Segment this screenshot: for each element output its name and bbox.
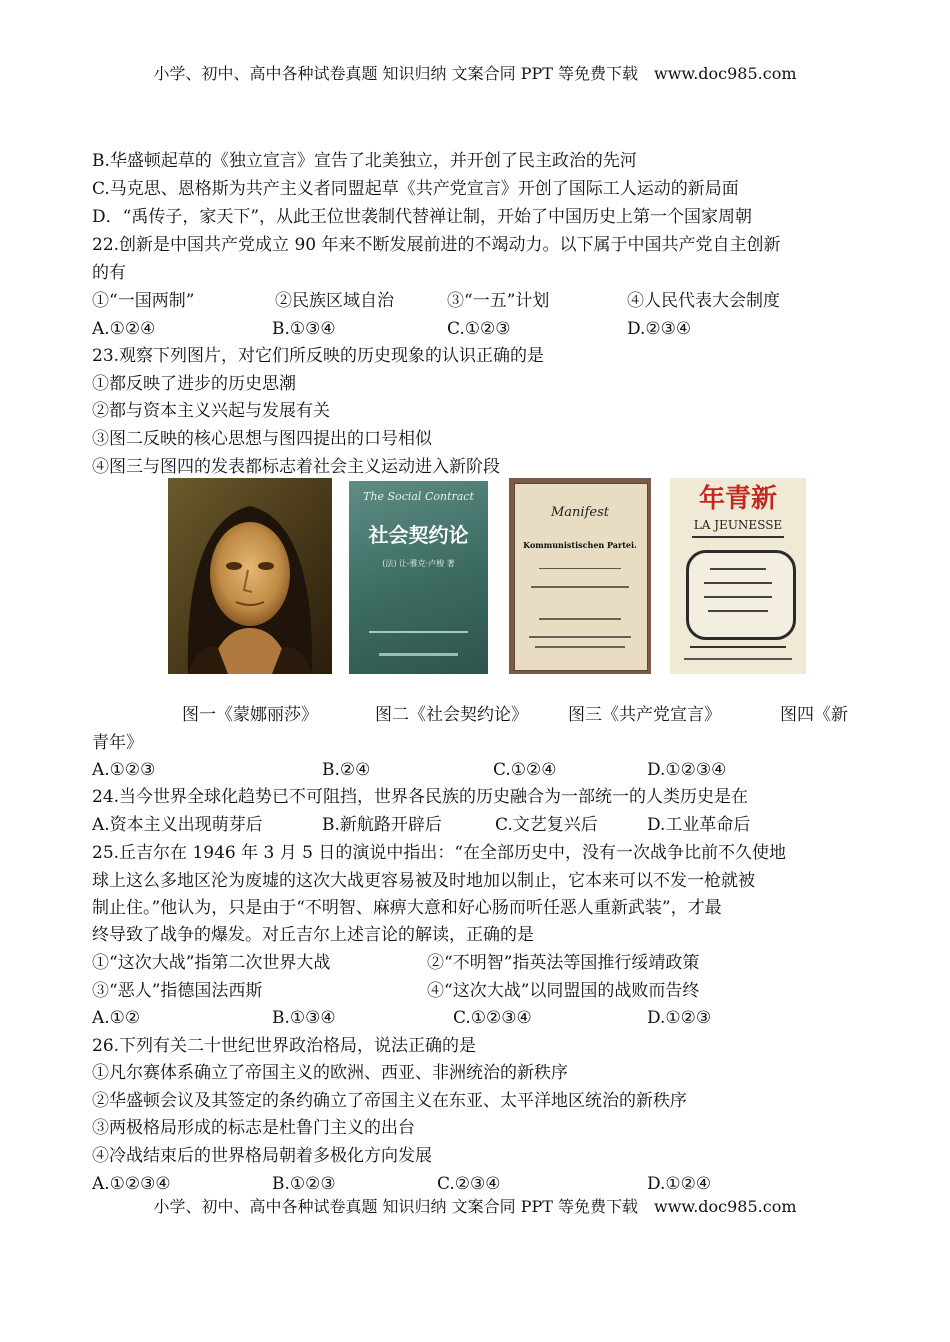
q25-stem-line-4: 终导致了战争的爆发。对丘吉尔上述言论的解读，正确的是 [92,925,534,945]
q22-option-d: D.②③④ [627,319,692,339]
caption-figure-4: 图四《新 [780,705,848,725]
magazine-text-3 [704,596,772,598]
q24-option-b: B.新航路开辟后 [322,815,442,835]
caption-figure-3: 图三《共产党宣言》 [568,705,721,725]
q26-option-a: A.①②③④ [92,1174,171,1194]
page-footer: 小学、初中、高中各种试卷真题 知识归纳 文案合同 PPT 等免费下载 www.doc985.com [153,1197,797,1216]
caption-figure-4-wrap: 青年》 [92,733,143,753]
q25-item-1: ①“这次大战”指第二次世界大战 [92,953,331,973]
manifesto-text-line-2 [539,618,621,620]
q25-stem-line-2: 球上这么多地区沦为废墟的这次大战更容易被及时地加以制止，它本来可以不发一枪就被 [92,871,755,891]
q25-option-d: D.①②③ [647,1008,712,1028]
manifesto-text-line-4 [535,646,625,648]
magazine-footer-line [684,658,792,660]
q24-option-d: D.工业革命后 [647,815,751,835]
q26-item-4: ④冷战结束后的世界格局朝着多极化方向发展 [92,1146,432,1166]
q21-option-b: B.华盛顿起草的《独立宣言》宣告了北美独立，并开创了民主政治的先河 [92,151,637,171]
book-divider [369,631,468,633]
social-contract-cn-title: 社会契约论 [368,523,469,547]
q25-stem-line-3: 制止住。”他认为，只是由于“不明智、麻痹大意和好心肠而听任恶人重新武装”，才最 [92,898,722,918]
q26-stem: 26.下列有关二十世纪世界政治格局，说法正确的是 [92,1036,477,1056]
q24-stem: 24.当今世界全球化趋势已不可阻挡，世界各民族的历史融合为一部统一的人类历史是在 [92,787,749,807]
q25-option-a: A.①② [92,1008,141,1028]
q25-option-c: C.①②③④ [453,1008,532,1028]
q25-stem-line-1: 25.丘吉尔在 1946 年 3 月 5 日的演说中指出：“在全部历史中，没有一次战争比前不久使地 [92,843,787,863]
q23-stem: 23.观察下列图片，对它们所反映的历史现象的认识正确的是 [92,346,545,366]
q26-option-b: B.①②③ [272,1174,336,1194]
magazine-frame [686,550,796,640]
magazine-text-1 [710,568,766,570]
q23-item-2: ②都与资本主义兴起与发展有关 [92,401,330,421]
manifesto-text-line-3 [529,636,631,638]
q23-item-3: ③图二反映的核心思想与图四提出的口号相似 [92,429,432,449]
magazine-text-2 [704,582,772,584]
social-contract-book-image [349,481,488,674]
q24-option-c: C.文艺复兴后 [495,815,598,835]
new-youth-cn-title: 年青新 [698,484,777,514]
q26-item-2: ②华盛顿会议及其签定的条约确立了帝国主义在东亚、太平洋地区统治的新秩序 [92,1091,687,1111]
new-youth-fr-title: LA JEUNESSE [693,518,783,532]
q24-option-a: A.资本主义出现萌芽后 [92,815,263,835]
q22-stem: 22.创新是中国共产党成立 90 年来不断发展前进的不竭动力。以下属于中国共产党自主创新 [92,235,781,255]
q23-option-c: C.①②④ [493,760,557,780]
manifesto-title-line2: Kommunistischen Partei. [523,540,637,550]
q25-option-b: B.①③④ [272,1008,336,1028]
q26-item-3: ③两极格局形成的标志是杜鲁门主义的出台 [92,1118,415,1138]
publisher-mark [379,653,458,656]
q26-option-c: C.②③④ [437,1174,501,1194]
page-header: 小学、初中、高中各种试卷真题 知识归纳 文案合同 PPT 等免费下载 www.doc985.com [153,64,797,83]
q22-option-b: B.①③④ [272,319,336,339]
social-contract-en-title: The Social Contract [363,490,474,503]
q23-option-d: D.①②③④ [647,760,727,780]
magazine-text-4 [708,610,768,612]
social-contract-author: (法) 让-雅克·卢梭 著 [382,559,455,568]
q23-option-b: B.②④ [322,760,371,780]
communist-manifesto-image [509,478,651,674]
new-youth-magazine-image [670,478,806,674]
q21-option-d: D．“禹传子，家天下”，从此王位世袭制代替禅让制，开始了中国历史上第一个国家周朝 [92,207,753,227]
q25-item-3: ③“恶人”指德国法西斯 [92,981,263,1001]
magazine-subtitle-line [692,536,784,538]
q23-option-a: A.①②③ [92,760,156,780]
q25-item-4: ④“这次大战”以同盟国的战败而告终 [427,981,700,1001]
q22-item-2: ②民族区域自治 [275,291,394,311]
q23-item-1: ①都反映了进步的历史思潮 [92,374,296,394]
q26-option-d: D.①②④ [647,1174,712,1194]
manifesto-rule-1 [539,568,621,569]
q22-item-1: ①“一国两制” [92,291,195,311]
q21-option-c: C.马克思、恩格斯为共产主义者同盟起草《共产党宣言》开创了国际工人运动的新局面 [92,179,739,199]
manifesto-text-line-1 [531,586,629,588]
q22-option-a: A.①②④ [92,319,156,339]
manifesto-title-line1: Manifest [551,505,609,520]
caption-figure-1: 图一《蒙娜丽莎》 [182,705,318,725]
q22-option-c: C.①②③ [447,319,511,339]
q22-item-4: ④人民代表大会制度 [627,291,780,311]
mona-lisa-image [168,478,332,674]
q25-item-2: ②“不明智”指英法等国推行绥靖政策 [427,953,700,973]
q23-item-4: ④图三与图四的发表都标志着社会主义运动进入新阶段 [92,457,500,477]
magazine-bottom-line [690,646,786,648]
q26-item-1: ①凡尔赛体系确立了帝国主义的欧洲、西亚、非洲统治的新秩序 [92,1063,568,1083]
caption-figure-2: 图二《社会契约论》 [375,705,528,725]
q22-stem-cont: 的有 [92,263,126,283]
q22-item-3: ③“一五”计划 [447,291,550,311]
